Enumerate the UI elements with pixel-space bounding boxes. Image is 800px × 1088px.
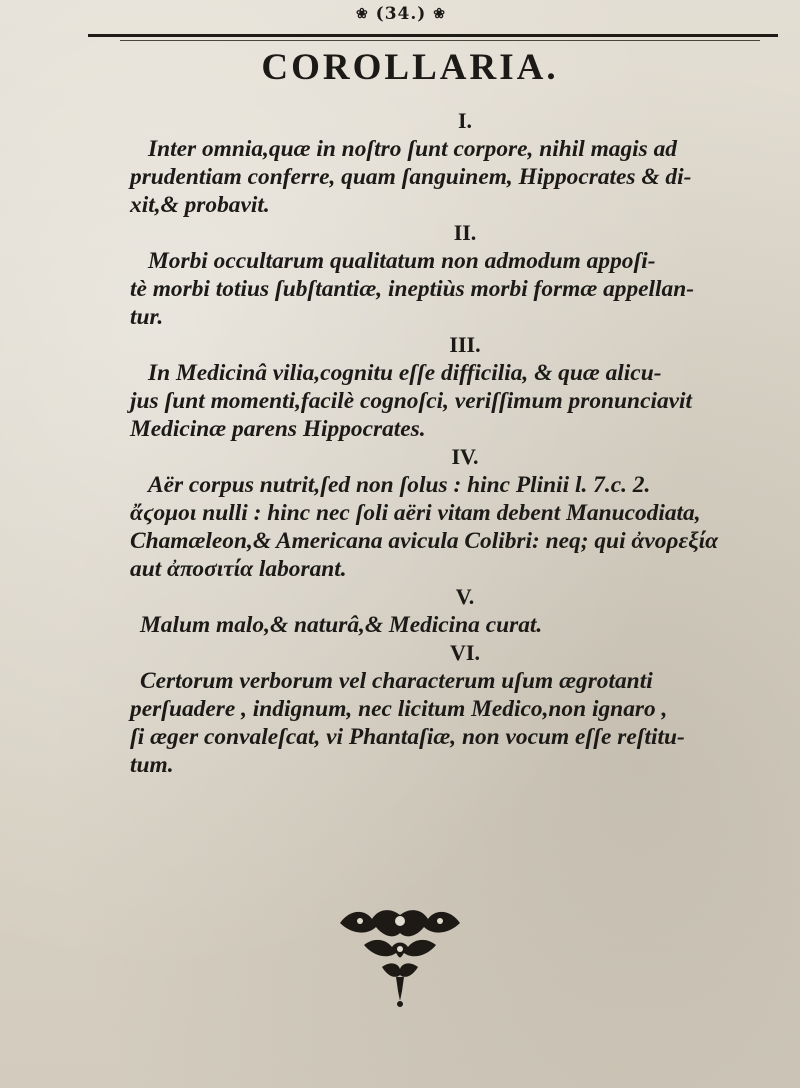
corollary-line: tur. — [130, 304, 164, 330]
corollary-line: In Medicinâ vilia,cognitu eſſe difficilia, & quæ alicu- — [148, 360, 662, 386]
corollary-line: Morbi occultarum qualitatum non admodum appoſi- — [148, 248, 656, 274]
corollary-line: ſi æger convaleſcat, vi Phantaſiæ, non vocum eſſe reſtitu- — [130, 724, 685, 750]
corollary-line: perſuadere , indignum, nec licitum Medico,non ignaro , — [130, 696, 668, 722]
corollary-numeral: V. — [455, 584, 475, 609]
corollary-line: xit,& probavit. — [130, 192, 270, 218]
corollary-numeral: II. — [453, 220, 477, 245]
right-ornament-icon: ❀ — [433, 6, 446, 22]
corollary-line: tum. — [130, 752, 174, 778]
page-header — [0, 0, 800, 100]
page-number — [346, 4, 456, 24]
corollary-line: aut ἀποσιτία laborant. — [130, 556, 347, 582]
corollary-line: jus ſunt momenti,facilè cognoſci, veriſſimum pronunciavit — [130, 388, 693, 414]
corollary-6 — [130, 639, 790, 779]
corollary-numeral: I. — [457, 108, 473, 133]
tailpiece-ornament-icon — [320, 905, 480, 1010]
corollary-line: tè morbi totius ſubſtantiæ, ineptiùs morbi formæ appellan- — [130, 276, 695, 302]
corollary-numeral: IV. — [451, 444, 479, 469]
corollary-4 — [130, 443, 790, 583]
corollary-line: Inter omnia,quæ in noſtro ſunt corpore, nihil magis ad — [148, 136, 678, 162]
corollary-numeral: III. — [449, 332, 481, 357]
corollary-3 — [130, 331, 790, 443]
corollary-line: Medicinæ parens Hippocrates. — [130, 416, 426, 442]
corollary-line: Certorum verborum vel characterum uſum ægrotanti — [140, 668, 653, 694]
corollary-numeral: VI. — [450, 640, 480, 665]
corollary-2 — [130, 219, 790, 331]
page-title: COROLLARIA. — [261, 47, 559, 88]
left-ornament-icon: ❀ — [356, 6, 369, 22]
page-number-text: (34.) — [375, 4, 427, 24]
corollaries-list — [130, 107, 790, 779]
corollary-line: prudentiam conferre, quam ſanguinem, Hippocrates & di- — [130, 164, 692, 190]
corollary-line: Aër corpus nutrit,ſed non ſolus : hinc Plinii l. 7.c. 2. — [148, 472, 651, 498]
corollary-line: Chamæleon,& Americana avicula Colibri: neq; qui ἀνορεξία — [130, 528, 719, 554]
header-rule-thin — [120, 40, 760, 41]
corollary-line: ἄϛομοι nulli : hinc nec ſoli aëri vitam debent Manucodiata, — [130, 500, 701, 526]
corollary-1 — [130, 107, 790, 219]
corollary-line: Malum malo,& naturâ,& Medicina curat. — [140, 612, 543, 638]
corollary-5 — [130, 583, 790, 639]
header-rule — [88, 34, 778, 37]
